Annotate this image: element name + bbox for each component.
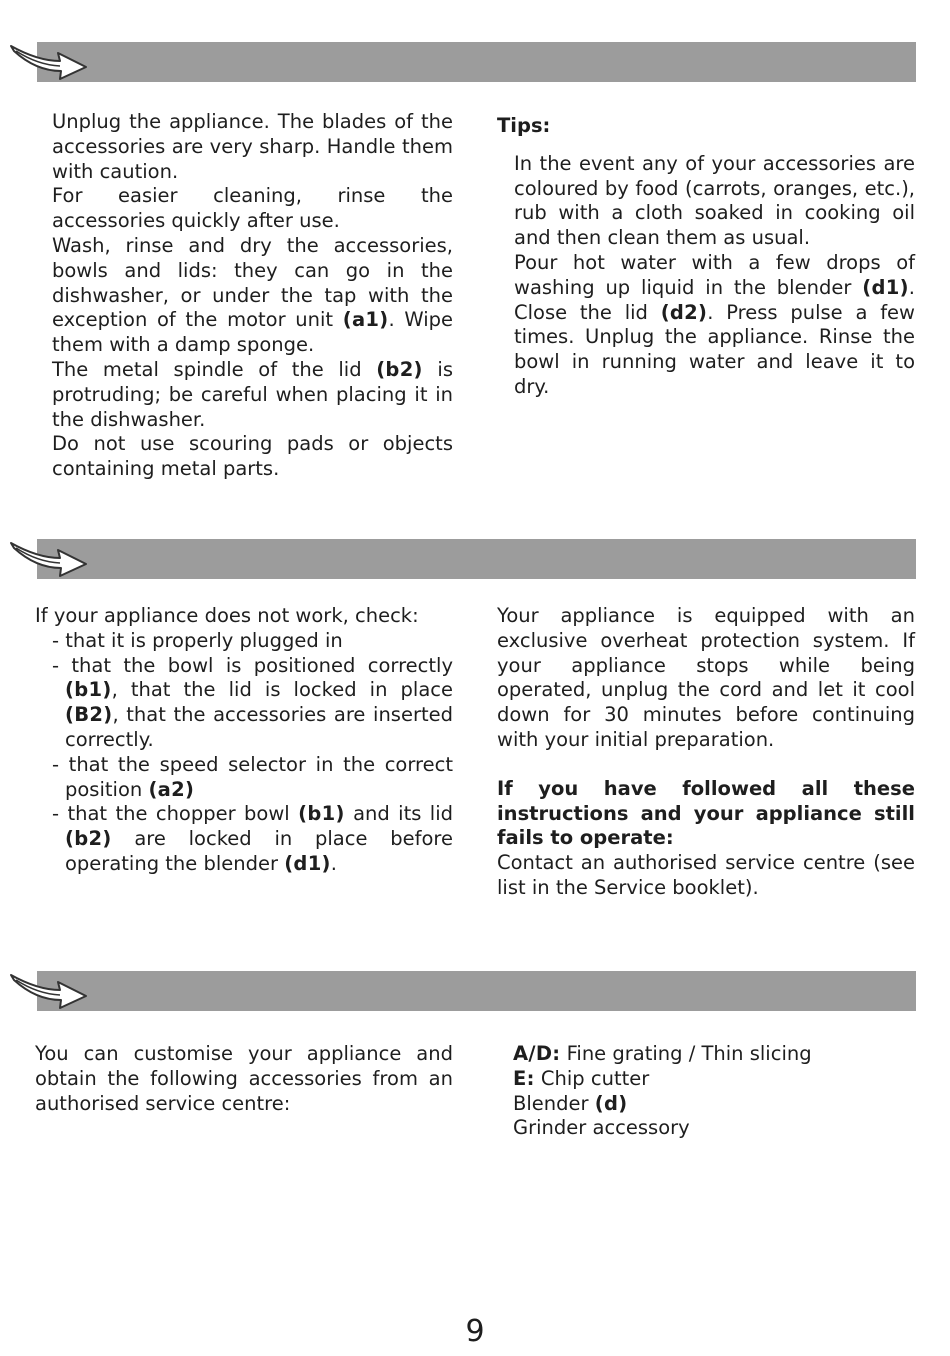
part-reference: (a1) <box>342 308 389 332</box>
overheat-column <box>497 604 915 901</box>
section-header-bar-1 <box>37 42 916 82</box>
tips-column <box>497 114 915 400</box>
section-header-bar-3 <box>37 971 916 1011</box>
part-reference: (d) <box>594 1091 628 1115</box>
troubleshooting-column <box>35 604 453 877</box>
paragraph: The metal spindle of the lid (b2) is protruding; be careful when placing it in the dishwasher. <box>52 357 453 431</box>
part-reference: (b1) <box>298 802 345 826</box>
list-item: Grinder accessory <box>513 1116 690 1140</box>
page-number: 9 <box>465 1314 485 1349</box>
paragraph: Do not use scouring pads or objects containing metal parts. <box>52 432 453 481</box>
paragraph: Pour hot water with a few drops of washing up liquid in the blender (d1). Close the lid (d2). Press pulse a few times. Unplug the appliance. Rinse the bowl in running water and leave it to dry. <box>514 250 915 398</box>
paragraph: Unplug the appliance. The blades of the accessories are very sharp. Handle them with caution. <box>52 110 453 183</box>
paragraph: Wash, rinse and dry the accessories, bowls and lids: they can go in the dishwasher, or under the tap with the exception of the motor unit (a1). Wipe them with a damp sponge. <box>52 233 454 357</box>
check-item: - that the chopper bowl (b1) and its lid (b2) are locked in place before operating the blender (d1). <box>52 802 453 875</box>
check-item: - that the speed selector in the correct position (a2) <box>52 752 453 801</box>
part-reference: (b1) <box>65 678 112 702</box>
list-item: E: Chip cutter <box>513 1066 650 1090</box>
bold-notice: If you have followed all these instructions and your appliance still fails to operate: <box>497 776 915 850</box>
cleaning-column <box>52 110 453 482</box>
list-item: A/D: Fine grating / Thin slicing <box>513 1042 812 1065</box>
accessories-list <box>513 1042 915 1141</box>
paragraph: Your appliance is equipped with an exclusive overheat protection system. If your appliance stops while being operated, unplug the cord and let it cool down for 30 minutes before continuing with your initial preparation. <box>497 604 915 751</box>
arrow-icon <box>8 966 88 1010</box>
arrow-icon <box>8 534 88 578</box>
list-item: Blender (d) <box>513 1091 628 1115</box>
paragraph: Contact an authorised service centre (see list in the Service booklet). <box>497 851 915 899</box>
accessories-intro-column <box>35 1042 453 1116</box>
part-reference: (d2) <box>660 300 708 324</box>
paragraph: You can customise your appliance and obtain the following accessories from an authorised service centre: <box>35 1042 453 1115</box>
check-item: - that it is properly plugged in <box>52 628 343 652</box>
part-reference: (d1) <box>284 851 331 875</box>
part-reference: (B2) <box>65 703 113 727</box>
tips-heading: Tips: <box>497 114 551 137</box>
arrow-icon <box>8 37 88 81</box>
intro: If your appliance does not work, check: <box>35 604 419 627</box>
part-reference: (d1) <box>862 275 909 299</box>
part-reference: (a2) <box>148 777 195 801</box>
part-reference: (b2) <box>65 827 112 851</box>
check-item: - that the bowl is positioned correctly (b1), that the lid is locked in place (B2), that the accessories are inserted correctly. <box>52 653 453 751</box>
section-header-bar-2 <box>37 539 916 579</box>
part-reference: (b2) <box>376 357 423 381</box>
paragraph: For easier cleaning, rinse the accessories quickly after use. <box>52 184 453 233</box>
paragraph: In the event any of your accessories are coloured by food (carrots, oranges, etc.), rub with a cloth soaked in cooking oil and then clean them as usual. <box>514 151 915 250</box>
